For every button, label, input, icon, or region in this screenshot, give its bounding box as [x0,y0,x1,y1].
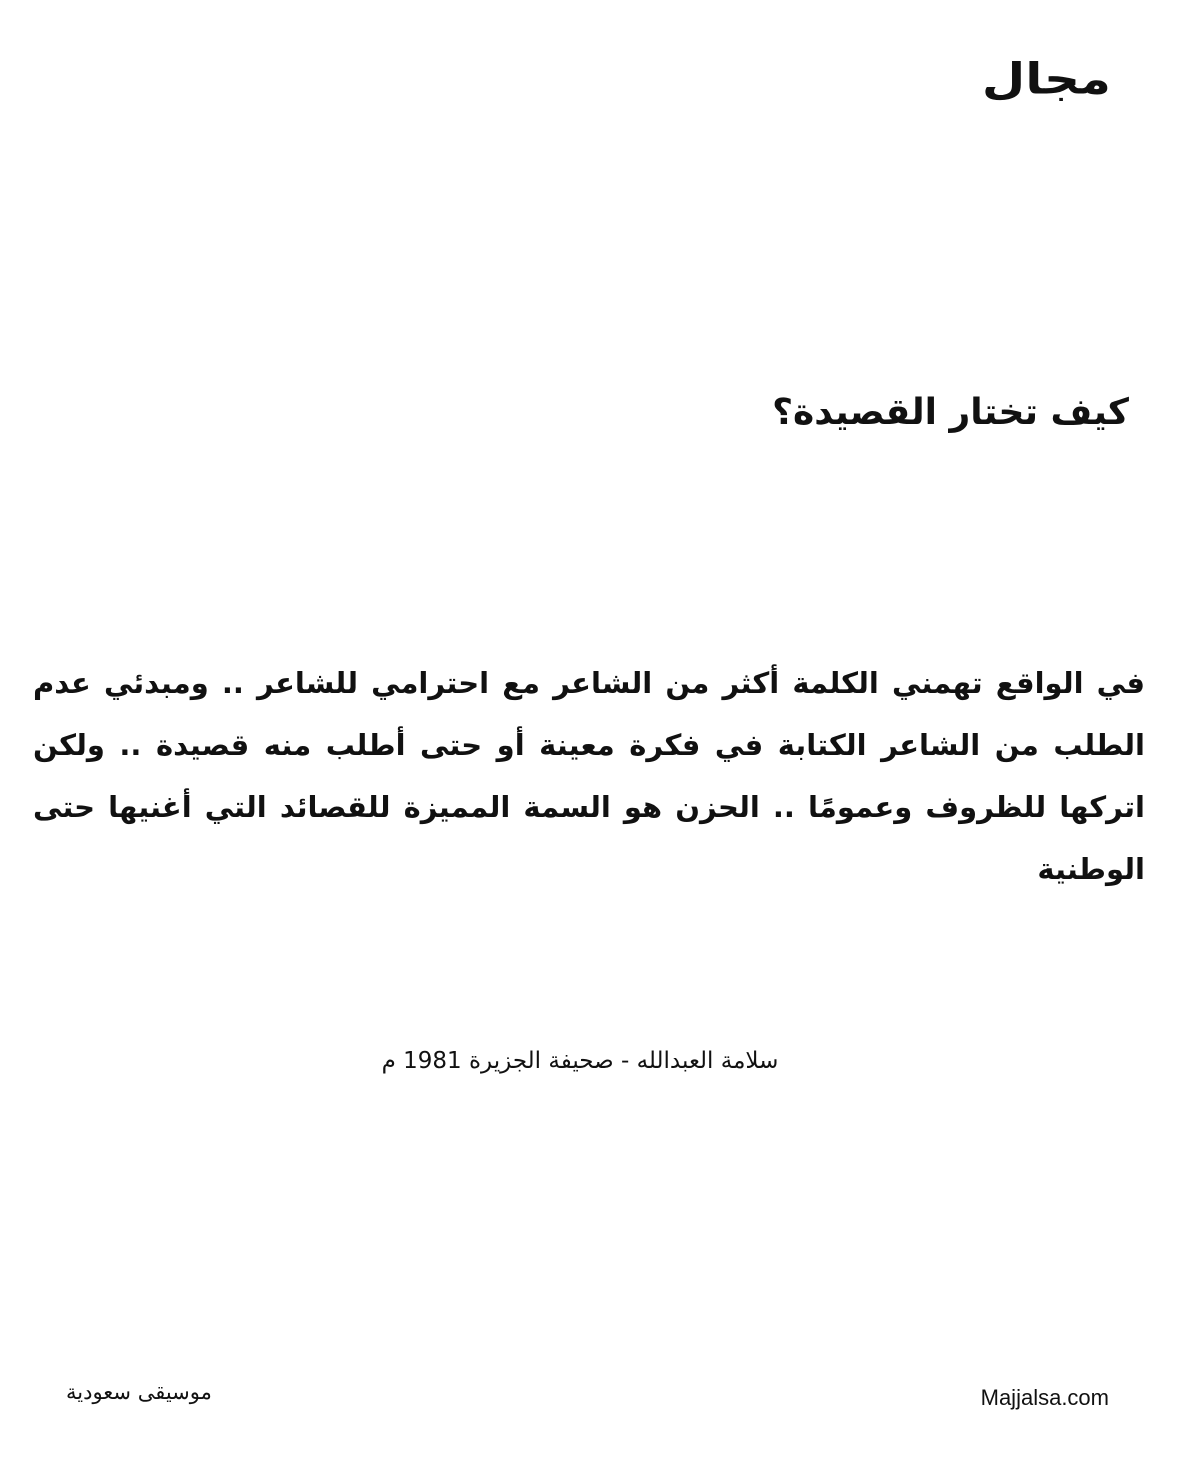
quote-attribution: سلامة العبدالله - صحيفة الجزيرة 1981 م [381,1048,779,1074]
quote-body: في الواقع تهمني الكلمة أكثر من الشاعر مع احترامي للشاعر .. ومبدئي عدم الطلب من الشاعر الكتابة في فكرة معينة أو حتى أطلب منه قصيدة .. ولكن اتركها للظروف وعمومًا .. الحزن هو السمة المميزة للقصائد التي أغنيها حتى الوطنية [33,666,1145,886]
article-title: كيف تختار القصيدة؟ [772,392,1129,433]
brand-logo: مجال [981,54,1111,104]
footer-signature: موسيقى سعودية [66,1380,212,1404]
footer-website: Majjalsa.com [980,1385,1109,1410]
